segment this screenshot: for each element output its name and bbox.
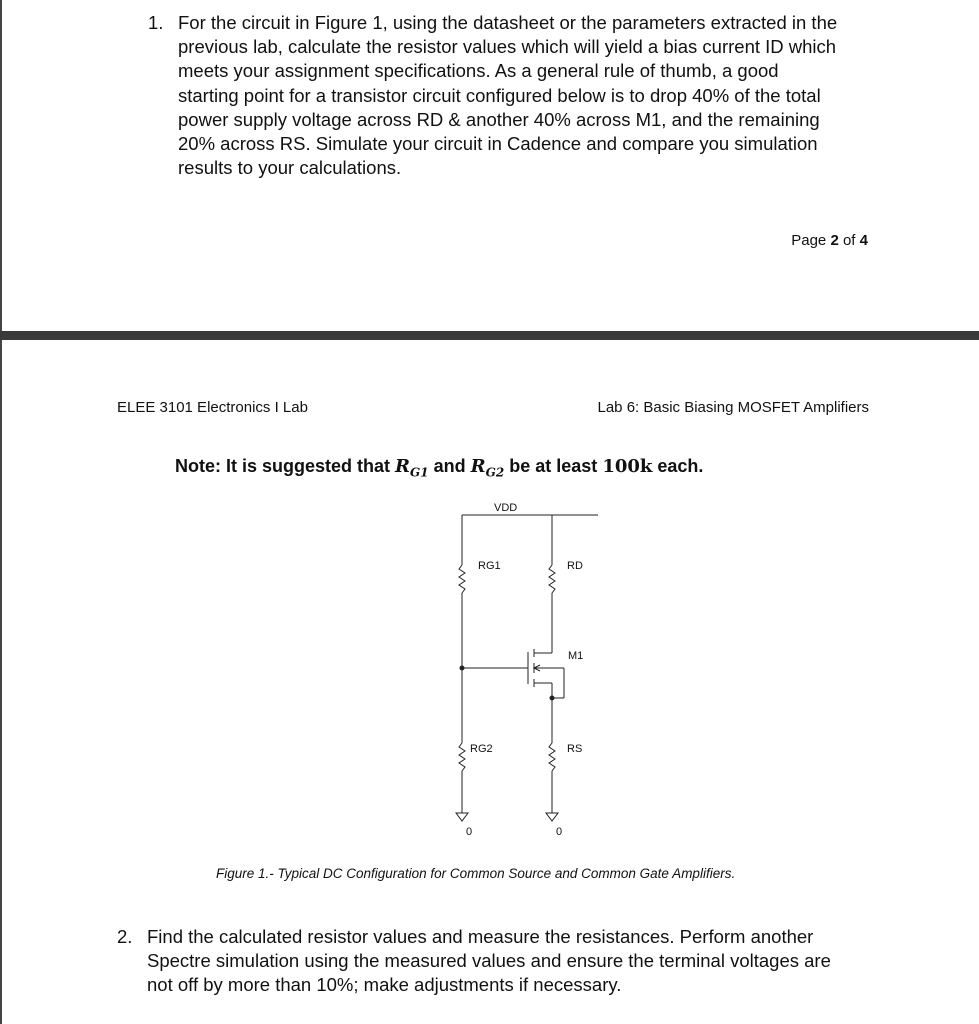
question-1-line: power supply voltage across RD & another 40% across M1, and the remaining <box>178 108 820 130</box>
question-1-line: previous lab, calculate the resistor values which will yield a bias current ID which <box>178 36 837 58</box>
course-title: ELEE 3101 Electronics I Lab <box>117 399 308 416</box>
page-label: Page <box>791 232 827 249</box>
m1-label: M1 <box>568 650 584 662</box>
question-1-line: 20% across RS. Simulate your circuit in Cadence and compare you simulation <box>178 133 818 155</box>
rd-resistor <box>549 565 555 593</box>
question-1-text <box>178 11 870 180</box>
rg2-label: RG2 <box>470 743 493 755</box>
rg1-symbol: $R_{G1}$ <box>395 456 429 480</box>
rg2-resistor <box>459 743 465 771</box>
ground-left-label: 0 <box>466 826 473 838</box>
note-and: and <box>433 456 466 476</box>
question-1-number: 1. <box>148 12 164 33</box>
question-2-number: 2. <box>117 926 133 947</box>
rg1-resistor <box>459 565 465 593</box>
source-node <box>550 696 555 701</box>
lab-title: Lab 6: Basic Biasing MOSFET Amplifiers <box>597 399 869 416</box>
rs-resistor <box>549 743 555 771</box>
page-number <box>791 232 868 249</box>
question-1-line: meets your assignment specifications. As a general rule of thumb, a good <box>178 60 779 82</box>
page-current: 2 <box>830 232 839 249</box>
note-suffix: each. <box>657 456 704 476</box>
note-prefix: Note: It is suggested that <box>175 456 391 476</box>
note <box>175 456 703 480</box>
note-middle: be at least <box>509 456 598 476</box>
note-value: 100k <box>602 456 653 477</box>
question-2-text <box>147 925 869 998</box>
page-total: 4 <box>859 232 868 249</box>
page-of: of <box>842 232 856 249</box>
question-1-line: starting point for a transistor circuit configured below is to drop 40% of the total <box>178 84 821 106</box>
question-1-line: For the circuit in Figure 1, using the datasheet or the parameters extracted in the <box>178 12 838 33</box>
rg2-symbol: $R_{G2}$ <box>470 456 505 480</box>
ground-right-symbol <box>546 813 558 821</box>
previous-page <box>0 0 979 331</box>
question-2-line: Spectre simulation using the measured values and ensure the terminal voltages are <box>147 950 831 972</box>
question-1-line: results to your calculations. <box>178 157 402 179</box>
rg1-label: RG1 <box>478 560 501 572</box>
gate-node <box>460 666 465 671</box>
rd-label: RD <box>567 560 583 572</box>
ground-left-symbol <box>456 813 468 821</box>
rs-label: RS <box>567 743 583 755</box>
page-divider <box>0 331 979 340</box>
ground-right-label: 0 <box>556 826 563 838</box>
question-2-line: Find the calculated resistor values and measure the resistances. Perform another <box>147 926 814 947</box>
question-2-line: not off by more than 10%; make adjustments if necessary. <box>147 974 622 996</box>
circuit-schematic <box>430 495 630 845</box>
figure-caption: Figure 1.- Typical DC Configuration for Common Source and Common Gate Amplifiers. <box>216 866 736 881</box>
vdd-label: VDD <box>494 502 518 514</box>
